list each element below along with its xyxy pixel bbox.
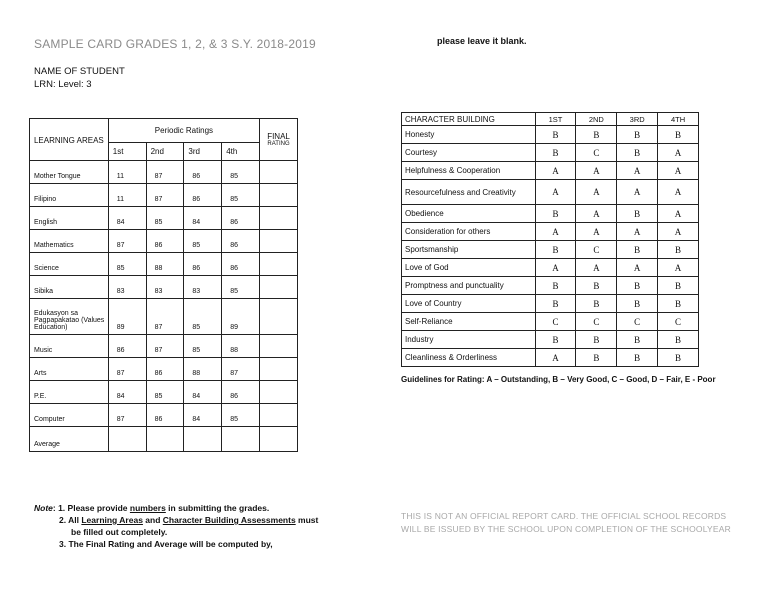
character-grade-cell: B [535,241,576,259]
grade-cell: 87 [146,184,184,207]
blank-note: please leave it blank. [437,36,527,46]
character-grade-cell: B [658,349,699,367]
character-trait: Self-Reliance [402,313,536,331]
character-trait: Resourcefulness and Creativity [402,180,536,205]
character-grade-cell: B [617,205,658,223]
character-grade-cell: B [658,331,699,349]
final-rating-cell [260,404,298,427]
character-grade-cell: A [658,162,699,180]
character-grade-cell: B [576,277,617,295]
grade-row [30,207,298,230]
grade-row [30,358,298,381]
grade-cell: 88 [146,253,184,276]
character-row [402,331,699,349]
character-grade-cell: A [535,162,576,180]
note-2-underline-2: Character Building Assessments [162,515,296,525]
grade-cell: 11 [108,184,146,207]
final-rating-cell [260,253,298,276]
student-name-label: NAME OF STUDENT [34,66,125,77]
character-grade-cell: A [576,162,617,180]
grade-row [30,253,298,276]
character-grade-cell: A [535,180,576,205]
learning-area-name: Mathematics [30,230,109,253]
grade-cell [222,427,260,452]
learning-area-name: Arts [30,358,109,381]
character-grade-cell: B [535,144,576,162]
character-building-table [401,112,699,367]
grade-cell: 84 [108,207,146,230]
grades-table [29,118,298,452]
character-grade-cell: B [617,331,658,349]
final-rating-cell [260,381,298,404]
grade-row [30,230,298,253]
character-grade-cell: C [658,313,699,331]
note-1-underline: numbers [129,503,166,513]
note-3: 3. The Final Rating and Average will be computed by, [59,539,273,549]
character-row [402,295,699,313]
quarter-header: 3rd [184,143,222,161]
learning-area-name: Computer [30,404,109,427]
grade-cell: 89 [222,299,260,335]
grade-row [30,161,298,184]
character-trait: Sportsmanship [402,241,536,259]
character-grade-cell: B [617,241,658,259]
character-grade-cell: B [658,241,699,259]
grade-cell: 87 [146,335,184,358]
grade-cell: 86 [222,381,260,404]
character-grade-cell: A [535,349,576,367]
grade-cell: 87 [108,358,146,381]
character-grade-cell: A [535,259,576,277]
learning-area-name: Mother Tongue [30,161,109,184]
character-trait: Love of Country [402,295,536,313]
character-grade-cell: A [576,223,617,241]
character-row [402,162,699,180]
grade-cell: 83 [184,276,222,299]
final-rating-cell [260,427,298,452]
grade-cell: 85 [222,404,260,427]
grade-cell: 85 [184,230,222,253]
quarter-header: 4th [222,143,260,161]
character-row [402,277,699,295]
grade-cell: 87 [146,161,184,184]
character-grade-cell: B [658,277,699,295]
note-2-continued: be filled out completely. [71,527,168,537]
learning-area-name: Edukasyon sa Pagpapakatao (Values Education) [30,299,109,335]
character-grade-cell: C [576,241,617,259]
grade-cell: 87 [108,404,146,427]
grade-cell [108,427,146,452]
character-trait: Promptness and punctuality [402,277,536,295]
note-2-underline-1: Learning Areas [81,515,143,525]
student-info [34,65,125,91]
note-2-mid: and [142,515,163,525]
grade-row [30,299,298,335]
grade-cell: 85 [146,207,184,230]
disclaimer [401,510,731,536]
grade-row [30,335,298,358]
final-rating-cell [260,276,298,299]
character-trait: Helpfulness & Cooperation [402,162,536,180]
lrn-level-line: LRN: Level: 3 [34,79,92,90]
quarter-header: 4TH [658,113,699,126]
character-row [402,205,699,223]
grade-cell: 84 [184,404,222,427]
character-grade-cell: A [576,180,617,205]
learning-area-name: P.E. [30,381,109,404]
character-grade-cell: B [576,331,617,349]
grade-cell: 86 [222,253,260,276]
character-trait: Obedience [402,205,536,223]
character-grade-cell: A [658,205,699,223]
final-rating-line1: FINAL [267,132,290,141]
final-rating-cell [260,299,298,335]
grade-row [30,404,298,427]
character-grade-cell: B [535,277,576,295]
grade-cell: 11 [108,161,146,184]
learning-area-name: Filipino [30,184,109,207]
character-trait: Consideration for others [402,223,536,241]
character-row [402,259,699,277]
character-row [402,241,699,259]
character-grade-cell: B [535,331,576,349]
grade-cell: 85 [222,276,260,299]
learning-area-name: Sibika [30,276,109,299]
grade-cell: 87 [222,358,260,381]
character-grade-cell: B [617,126,658,144]
character-grade-cell: B [617,144,658,162]
character-grade-cell: C [617,313,658,331]
grade-cell: 85 [108,253,146,276]
character-grade-cell: B [576,126,617,144]
grade-cell: 86 [184,184,222,207]
character-grade-cell: A [658,259,699,277]
note-label: Note [34,503,53,513]
note-2-pre: 2. All [59,515,82,525]
grade-cell: 89 [108,299,146,335]
final-rating-cell [260,230,298,253]
grade-cell [184,427,222,452]
character-grade-cell: A [535,223,576,241]
final-rating-cell [260,161,298,184]
card-title: SAMPLE CARD GRADES 1, 2, & 3 S.Y. 2018-2019 [34,37,316,51]
character-grade-cell: A [658,180,699,205]
grade-cell: 86 [222,207,260,230]
final-rating-cell [260,184,298,207]
character-trait: Industry [402,331,536,349]
character-grade-cell: B [576,349,617,367]
character-grade-cell: A [617,223,658,241]
grade-cell: 85 [184,299,222,335]
quarter-header: 1ST [535,113,576,126]
grade-cell: 86 [108,335,146,358]
quarter-header: 2ND [576,113,617,126]
character-trait: Courtesy [402,144,536,162]
character-grade-cell: A [617,259,658,277]
grade-row [30,381,298,404]
character-trait: Love of God [402,259,536,277]
learning-area-name: Music [30,335,109,358]
quarter-header: 1st [108,143,146,161]
character-grade-cell: C [576,313,617,331]
grade-cell [146,427,184,452]
learning-area-name: Science [30,253,109,276]
character-grade-cell: C [576,144,617,162]
character-grade-cell: B [658,126,699,144]
grade-row [30,184,298,207]
character-row [402,313,699,331]
character-grade-cell: A [658,223,699,241]
grade-cell: 85 [146,381,184,404]
rating-guidelines: Guidelines for Rating: A – Outstanding, B – Very Good, C – Good, D – Fair, E - Poor [401,375,716,384]
note-2-post: must [295,515,319,525]
learning-area-name: English [30,207,109,230]
final-rating-line2: RATING [267,141,290,147]
grade-cell: 85 [184,335,222,358]
grade-cell: 85 [222,161,260,184]
grade-cell: 86 [146,404,184,427]
character-row [402,223,699,241]
character-grade-cell: A [576,259,617,277]
grade-cell: 88 [222,335,260,358]
grade-cell: 86 [146,358,184,381]
learning-area-name: Average [30,427,109,452]
grade-cell: 87 [108,230,146,253]
grade-cell: 86 [222,230,260,253]
character-row [402,349,699,367]
grade-cell: 86 [146,230,184,253]
quarter-header: 3RD [617,113,658,126]
final-rating-header [260,119,298,161]
grade-cell: 84 [184,381,222,404]
quarter-header: 2nd [146,143,184,161]
periodic-ratings-header: Periodic Ratings [108,119,259,143]
character-grade-cell: B [535,126,576,144]
character-grade-cell: A [617,162,658,180]
grade-cell: 86 [184,253,222,276]
character-row [402,180,699,205]
character-grade-cell: B [617,277,658,295]
grade-row [30,427,298,452]
character-grade-cell: A [576,205,617,223]
character-grade-cell: B [617,349,658,367]
grade-cell: 88 [184,358,222,381]
character-building-header: CHARACTER BUILDING [402,113,536,126]
character-row [402,126,699,144]
character-grade-cell: C [535,313,576,331]
grade-cell: 87 [146,299,184,335]
grade-cell: 85 [222,184,260,207]
character-grade-cell: A [658,144,699,162]
grade-cell: 84 [184,207,222,230]
notes [34,502,318,550]
grade-cell: 83 [108,276,146,299]
character-grade-cell: B [535,205,576,223]
note-1-pre: : 1. Please provide [52,503,130,513]
character-trait: Cleanliness & Orderliness [402,349,536,367]
character-grade-cell: A [617,180,658,205]
character-grade-cell: B [535,295,576,313]
grade-cell: 86 [184,161,222,184]
grade-cell: 83 [146,276,184,299]
character-grade-cell: B [576,295,617,313]
final-rating-cell [260,207,298,230]
final-rating-cell [260,358,298,381]
note-1-post: in submitting the grades. [165,503,270,513]
learning-areas-header: LEARNING AREAS [30,119,109,161]
grade-cell: 84 [108,381,146,404]
character-trait: Honesty [402,126,536,144]
grade-row [30,276,298,299]
character-grade-cell: B [617,295,658,313]
disclaimer-line-2: WILL BE ISSUED BY THE SCHOOL UPON COMPLETION OF THE SCHOOLYEAR [401,524,731,534]
final-rating-cell [260,335,298,358]
character-grade-cell: B [658,295,699,313]
disclaimer-line-1: THIS IS NOT AN OFFICIAL REPORT CARD. THE OFFICIAL SCHOOL RECORDS [401,511,727,521]
character-row [402,144,699,162]
